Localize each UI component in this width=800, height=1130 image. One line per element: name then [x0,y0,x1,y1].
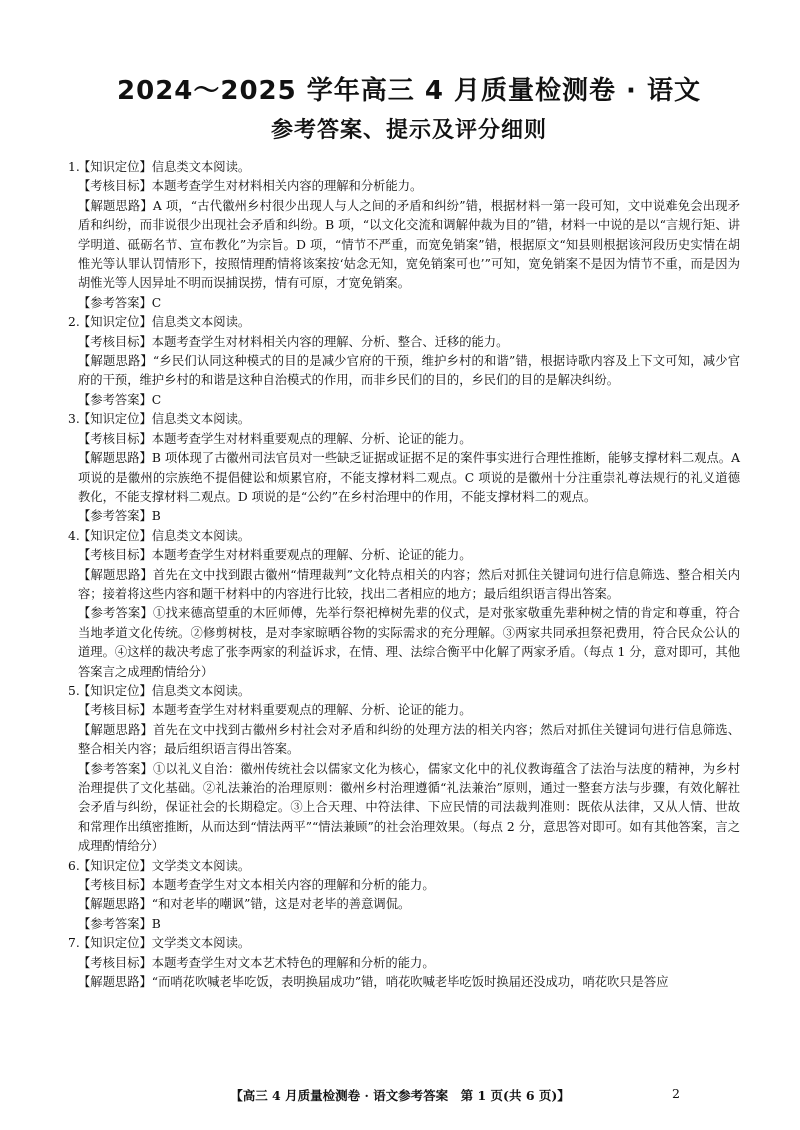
question-number: 1. [68,160,80,174]
answer-line: 【解题思路】首先在文中找到古徽州乡村社会对矛盾和纠纷的处理方法的相关内容；然后对抓住关键词句进行信息筛选、整合相关内容；最后组织语言得出答案。 [78,722,740,757]
answer-line: 【解题思路】B 项体现了古徽州司法官员对一些缺乏证据或证据不足的案件事实进行合理性推断，能够支撑材料二观点。A 项说的是徽州的宗族绝不提倡健讼和烦累官府，不能支撑材料二观点。C 项说的是徽州十分注重崇礼尊法规行的礼义道德教化，不能支撑材料二观点。D 项说的是“公约”在乡村治理中的作用，不能支撑材料二的观点。 [78,451,741,504]
answer-line: 【知识定位】信息类文本阅读。 [78,160,251,174]
answer-line: 【考核目标】本题考查学生对文本相关内容的理解和分析的能力。 [78,878,435,893]
answer-content [68,158,741,992]
page-footer: 【高三 4 月质量检测卷 · 语文参考答案 第 1 页(共 6 页)】 [230,1088,570,1103]
question-block [68,934,740,992]
answer-line: 【考核目标】本题考查学生对材料相关内容的理解和分析能力。 [78,179,423,194]
question-block [68,857,740,935]
question-number: 2. [68,315,80,330]
question-block [68,313,740,410]
question-body [78,857,740,935]
answer-line: 【知识定位】信息类文本阅读。 [78,683,251,698]
answer-line: 【考核目标】本题考查学生对材料重要观点的理解、分析、论证的能力。 [78,548,472,563]
answer-line: 【知识定位】信息类文本阅读。 [78,412,251,427]
answer-line: 【参考答案】B [78,916,161,931]
question-body [78,313,740,410]
question-body [78,682,740,857]
question-block [68,527,740,682]
question-block [68,158,740,313]
question-number: 5. [68,683,80,698]
answer-line: 【解题思路】A 项，“古代徽州乡村很少出现人与人之间的矛盾和纠纷”错，根据材料一第一段可知，文中说难免会出现矛盾和纠纷，而非说很少出现社会矛盾和纠纷。B 项，“以文化交流和调解仲裁为目的”错，材料一中说的是以“言规行矩、讲学明道、砥砺名节、宣布教化”为宗旨。D 项，“情节不严重，而宽免销案”错，根据原文“知县则根据该河段历史实情在胡惟光等认罪认罚情形下，按照情理酌情将该案按‘姑念无知，宽免销案可也’”可知，宽免销案不是因为情节不重，而是因为胡惟光等人因异址不明而误捕误捞，情有可原，才宽免销案。 [78,198,740,291]
question-number: 6. [68,858,80,873]
question-body [78,410,740,526]
question-number: 3. [68,412,80,427]
page-mark: 2 [672,1086,680,1101]
question-body [78,934,740,992]
page-subtitle: 参考答案、提示及评分细则 [270,118,547,143]
answer-line: 【参考答案】①以礼义自治：徽州传统社会以儒家文化为核心，儒家文化中的礼仪教诲蕴含了法治与法度的精神，为乡村治理提供了文化基础。②礼法兼治的治理原则：徽州乡村治理遵循“礼法兼治”原则，通过一整套方法与步骤，有效化解社会矛盾与纠纷，保证社会的长期稳定。③上合天理、中符法律、下应民情的司法裁判准则：既依从法律，又从人情、世故和常理作出缜密推断，从而达到“情法两平”“情法兼顾”的社会治理效果。（每点 2 分，意思答对即可。如有其他答案，言之成理酌情给分） [78,761,740,854]
question-body [78,158,740,313]
answer-line: 【解题思路】“乡民们认同这种模式的目的是减少官府的干预，维护乡村的和谐”错，根据诗歌内容及上下文可知，减少官府的干预，维护乡村的和谐是这种自治模式的作用，而非乡民们的目的，乡民们的目的是解决纠纷。 [78,354,740,388]
page-title: 2024～2025 学年高三 4 月质量检测卷 · 语文 [117,76,701,106]
answer-line: 【参考答案】C [78,392,162,407]
answer-line: 【知识定位】文学类文本阅读。 [78,936,251,951]
answer-line: 【知识定位】文学类文本阅读。 [78,858,251,873]
question-block [68,410,741,526]
question-block [68,682,740,857]
answer-line: 【考核目标】本题考查学生对材料重要观点的理解、分析、论证的能力。 [78,431,472,446]
question-number: 4. [68,528,80,543]
question-body [78,527,740,682]
answer-line: 【考核目标】本题考查学生对文本艺术特色的理解和分析的能力。 [78,955,435,970]
answer-line: 【解题思路】“而哨花吹喊老毕吃饭，表明换届成功”错，哨花吹喊老毕吃饭时换届还没成功，哨花吹只是答应 [78,975,669,990]
answer-line: 【考核目标】本题考查学生对材料重要观点的理解、分析、论证的能力。 [78,703,472,718]
question-number: 7. [68,936,80,951]
answer-line: 【解题思路】“和对老毕的嘲讽”错，这是对老毕的善意调侃。 [78,897,411,912]
answer-line: 【知识定位】信息类文本阅读。 [78,528,251,543]
answer-line: 【知识定位】信息类文本阅读。 [78,315,251,330]
answer-line: 【解题思路】首先在文中找到跟古徽州“情理裁判”文化特点相关的内容；然后对抓住关键词句进行信息筛选、整合相关内容；接着将这些内容和题干材料中的内容进行比较，找出二者相应的地方；最后组织语言得出答案。 [78,567,740,601]
answer-line: 【参考答案】①找来德高望重的木匠师傅，先举行祭祀樟树先辈的仪式，是对张家敬重先辈种树之情的肯定和尊重，符合当地孝道文化传统。②修剪树枝，是对李家晾晒谷物的实际需求的充分理解。③两家共同承担祭祀费用，符合民众公认的道理。④这样的裁决考虑了张李两家的利益诉求，在情、理、法综合衡平中化解了两家矛盾。（每点 1 分，意对即可，其他答案言之成理酌情给分） [78,606,740,679]
answer-line: 【参考答案】B [78,509,161,524]
answer-line: 【参考答案】C [78,295,162,310]
answer-line: 【考核目标】本题考查学生对材料相关内容的理解、分析、整合、迁移的能力。 [78,334,509,349]
